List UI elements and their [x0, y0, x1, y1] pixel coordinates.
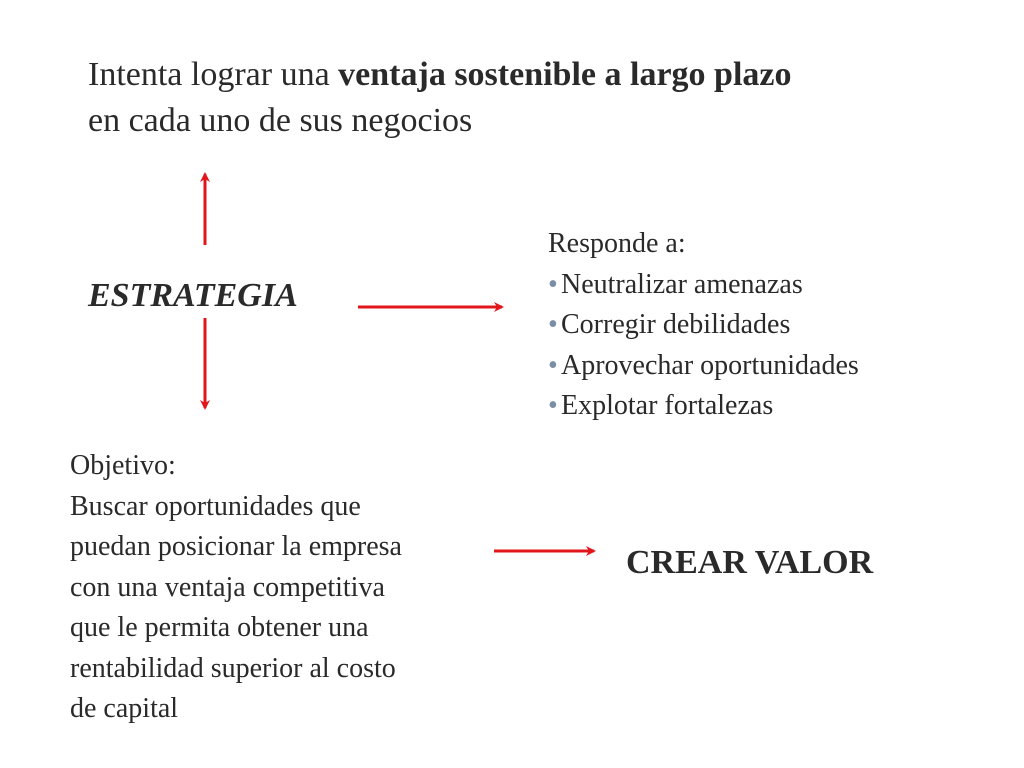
- objective-line: Buscar oportunidades que: [70, 490, 361, 522]
- responds-block: [548, 224, 859, 427]
- responds-heading: Responde a:: [548, 228, 686, 259]
- list-item: [548, 346, 859, 387]
- list-item: [548, 305, 859, 346]
- create-value-label: CREAR VALOR: [626, 544, 874, 581]
- bullet-icon: •: [548, 268, 558, 300]
- objective-heading: Objetivo:: [70, 450, 176, 481]
- objective-line: de capital: [70, 693, 179, 724]
- bullet-icon: •: [548, 349, 558, 381]
- bullet-icon: •: [548, 309, 558, 340]
- headline-text: Intenta lograr una: [88, 56, 339, 93]
- objective-line: que le permita obtener una: [70, 612, 369, 643]
- headline: [88, 52, 988, 144]
- list-item-text: Aprovechar oportunidades: [561, 349, 859, 381]
- objective-block: [70, 446, 490, 730]
- list-item: [548, 386, 859, 427]
- list-item-text: Corregir debilidades: [561, 309, 791, 340]
- list-item-text: Explotar fortalezas: [561, 390, 774, 421]
- headline-bold-text: ventaja sostenible a largo plazo: [338, 56, 792, 93]
- headline-line2: en cada uno de sus negocios: [88, 102, 473, 139]
- objective-line: puedan posicionar la empresa: [70, 531, 402, 562]
- bullet-icon: •: [548, 390, 558, 421]
- objective-line: rentabilidad superior al costo: [70, 652, 396, 684]
- list-item: [548, 265, 859, 306]
- objective-line: con una ventaja competitiva: [70, 571, 385, 603]
- strategy-label: ESTRATEGIA: [88, 277, 298, 314]
- list-item-text: Neutralizar amenazas: [561, 268, 803, 300]
- responds-list: [548, 265, 859, 427]
